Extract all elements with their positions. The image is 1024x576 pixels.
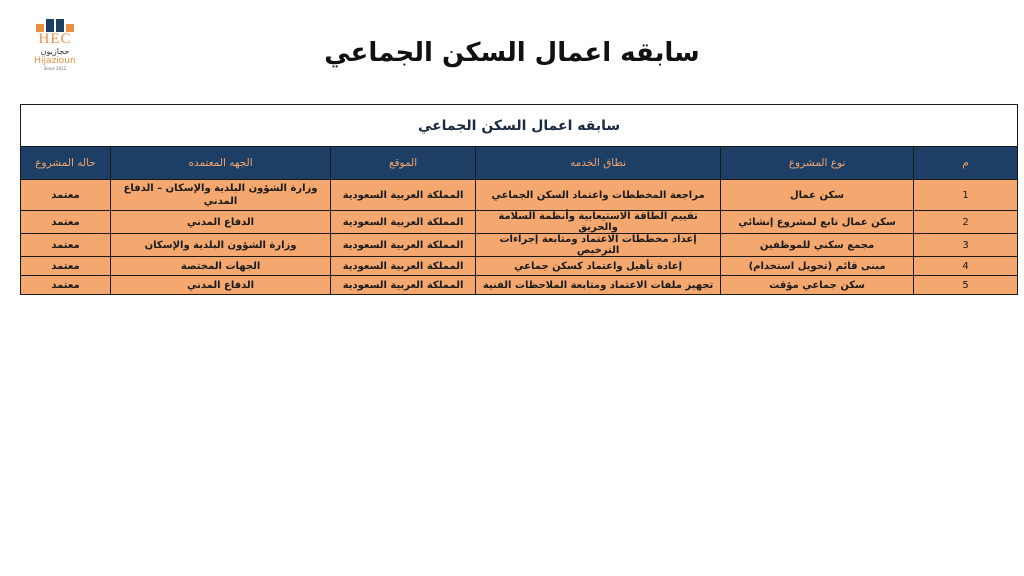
cell-project-type: سكن عمال <box>721 180 914 211</box>
cell-location: المملكة العربية السعودية <box>331 276 476 295</box>
cell-authority: الدفاع المدني <box>111 211 331 234</box>
table-header-row <box>21 147 1018 180</box>
logo-roof-icon <box>28 18 82 32</box>
cell-authority: وزارة الشؤون البلدية والإسكان <box>111 234 331 257</box>
cell-status: معتمد <box>21 180 111 211</box>
cell-status: معتمد <box>21 257 111 276</box>
cell-project-type: مبنى قائم (تحويل استخدام) <box>721 257 914 276</box>
cell-service-scope: إعداد مخططات الاعتماد ومتابعة إجراءات الترخيص <box>476 234 721 257</box>
cell-status: معتمد <box>21 276 111 295</box>
header-project-type: نوع المشروع <box>721 147 914 180</box>
table-row <box>21 234 1018 257</box>
page-title: سابقه اعمال السكن الجماعي <box>324 38 700 68</box>
header-number: م <box>914 147 1018 180</box>
table-row <box>21 276 1018 295</box>
cell-service-scope: إعادة تأهيل واعتماد كسكن جماعي <box>476 257 721 276</box>
cell-number: 5 <box>914 276 1018 295</box>
cell-project-type: مجمع سكني للموظفين <box>721 234 914 257</box>
header-status: حاله المشروع <box>21 147 111 180</box>
projects-table <box>20 104 1018 295</box>
cell-service-scope: مراجعة المخططات واعتماد السكن الجماعي <box>476 180 721 211</box>
table-row <box>21 257 1018 276</box>
cell-number: 3 <box>914 234 1018 257</box>
logo-english: Hijazioun <box>34 56 76 66</box>
logo-since: Since 2012 <box>43 66 67 71</box>
header-authority: الجهه المعتمده <box>111 147 331 180</box>
header-service-scope: نطاق الخدمه <box>476 147 721 180</box>
header-location: الموقع <box>331 147 476 180</box>
cell-service-scope: تقييم الطاقة الاستيعابية وأنظمة السلامة والحريق <box>476 211 721 234</box>
cell-authority: الدفاع المدني <box>111 276 331 295</box>
cell-authority: وزارة الشؤون البلدية والإسكان – الدفاع المدني <box>111 180 331 211</box>
cell-number: 4 <box>914 257 1018 276</box>
table-caption: سابقه اعمال السكن الجماعي <box>21 105 1018 147</box>
cell-project-type: سكن جماعي مؤقت <box>721 276 914 295</box>
cell-location: المملكة العربية السعودية <box>331 211 476 234</box>
cell-service-scope: تجهيز ملفات الاعتماد ومتابعة الملاحظات الفنية <box>476 276 721 295</box>
cell-status: معتمد <box>21 234 111 257</box>
logo-abbr: HEC <box>38 31 72 47</box>
cell-location: المملكة العربية السعودية <box>331 257 476 276</box>
cell-authority: الجهات المختصة <box>111 257 331 276</box>
logo-arabic: حجازيون <box>40 47 70 56</box>
table-row <box>21 180 1018 211</box>
cell-location: المملكة العربية السعودية <box>331 180 476 211</box>
cell-status: معتمد <box>21 211 111 234</box>
table-row <box>21 211 1018 234</box>
cell-location: المملكة العربية السعودية <box>331 234 476 257</box>
cell-project-type: سكن عمال تابع لمشروع إنشائي <box>721 211 914 234</box>
cell-number: 1 <box>914 180 1018 211</box>
cell-number: 2 <box>914 211 1018 234</box>
